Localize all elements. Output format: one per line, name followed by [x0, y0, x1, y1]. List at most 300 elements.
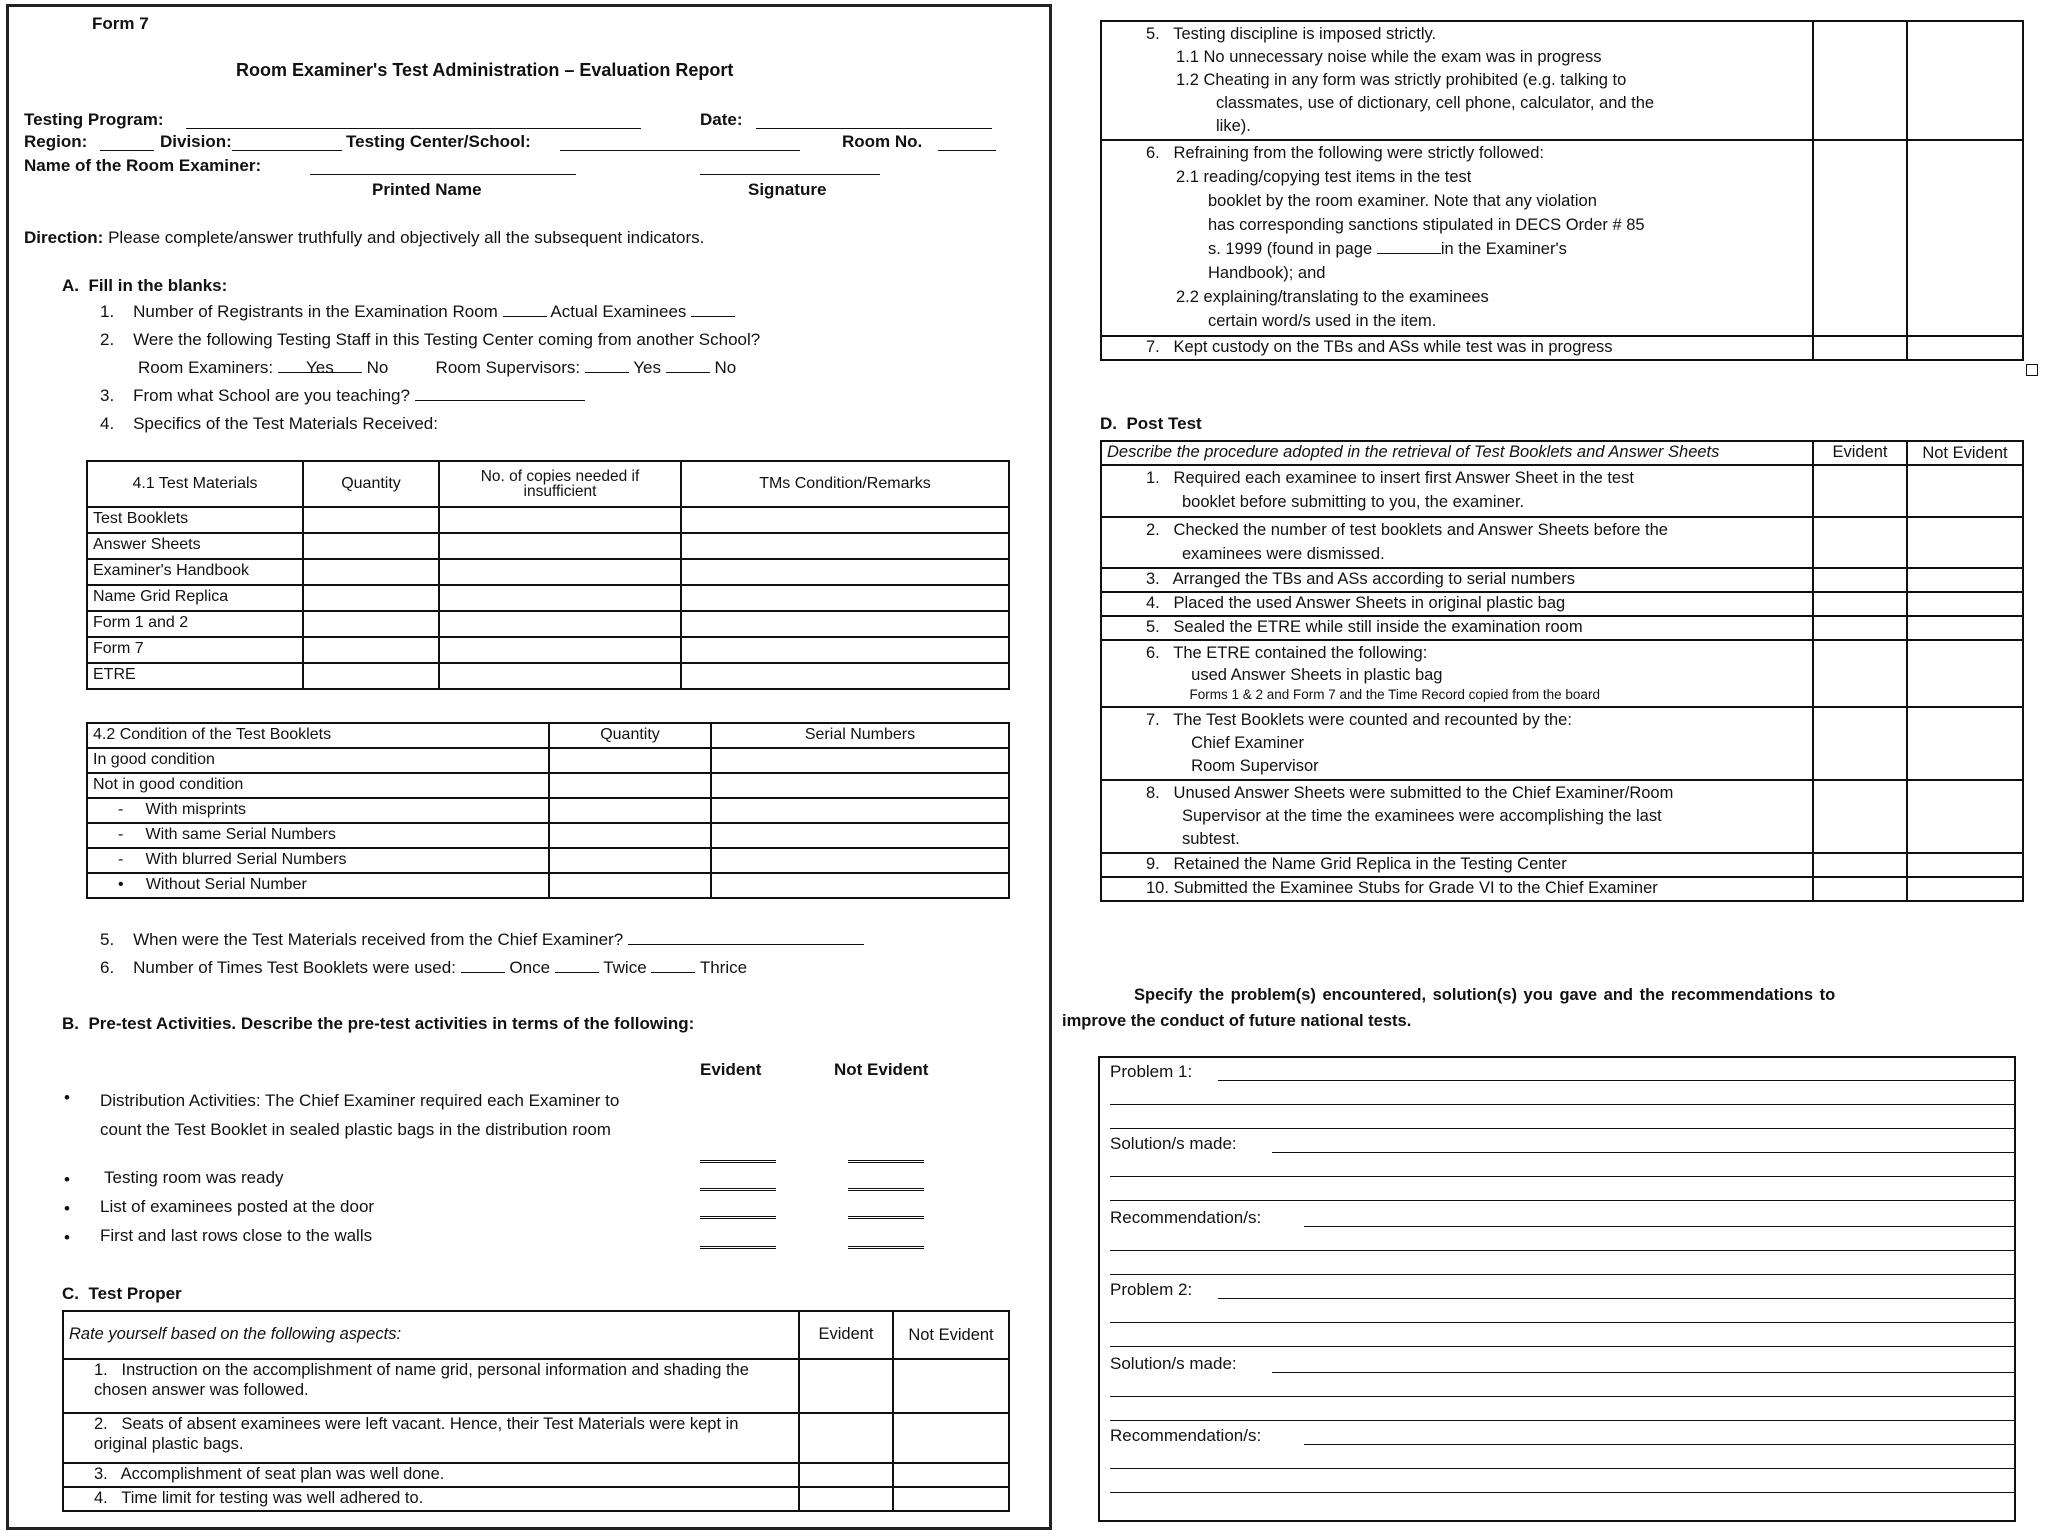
item-number: 8. — [1146, 783, 1160, 802]
section-c-heading: C. Test Proper — [62, 1284, 182, 1303]
post-test-item — [1101, 707, 1813, 780]
room-supervisors-label: Room Supervisors: — [435, 358, 581, 377]
item-number: 2. — [94, 1415, 108, 1433]
table-cell[interactable] — [681, 611, 1009, 637]
b-item-3-evident-field[interactable] — [700, 1204, 776, 1224]
table-cell[interactable] — [303, 507, 439, 533]
table-row — [87, 507, 1009, 533]
b-item-4-not-evident-field[interactable] — [848, 1234, 924, 1254]
post-test-table — [1100, 440, 2024, 902]
table-cell[interactable] — [439, 559, 681, 585]
item-number: 1. — [1146, 468, 1160, 487]
table-row — [87, 873, 1009, 898]
problems-box — [1098, 1056, 2016, 1522]
post-test-item — [1101, 465, 1813, 517]
item-text: Checked the number of test booklets and Answer Sheets before the — [1173, 520, 1668, 539]
table-cell[interactable] — [1813, 465, 1907, 517]
table-cell[interactable] — [1813, 140, 1907, 335]
problem-2-field[interactable] — [1218, 1298, 2014, 1299]
date-field[interactable] — [756, 128, 992, 129]
condition-col-condition: 4.2 Condition of the Test Booklets — [87, 723, 549, 748]
post-test-item — [1101, 877, 1813, 901]
table-cell[interactable] — [439, 637, 681, 663]
table-row — [1101, 616, 2023, 640]
table-row — [87, 798, 1009, 823]
test-proper-item — [63, 1463, 799, 1487]
table-row — [1101, 465, 2023, 517]
solution-2-line-3[interactable] — [1110, 1420, 2014, 1421]
table-cell[interactable] — [711, 798, 1009, 823]
b-item-4-evident-field[interactable] — [700, 1234, 776, 1254]
table-cell[interactable] — [1813, 853, 1907, 877]
materials-row-label: Test Booklets — [87, 507, 303, 533]
item-text: Testing discipline is imposed strictly. — [1173, 25, 1437, 43]
item-text: Retained the Name Grid Replica in the Testing Center — [1173, 855, 1567, 874]
a-q4-text: Specifics of the Test Materials Received: — [133, 414, 438, 433]
item-text: Placed the used Answer Sheets in original plastic bag — [1173, 594, 1566, 613]
a-q2-staff-row — [138, 358, 736, 378]
item-text: Forms 1 & 2 and Form 7 and the Time Record copied from the board — [1182, 687, 1600, 703]
table-cell[interactable] — [711, 748, 1009, 773]
table-row — [1101, 640, 2023, 707]
room-examiners-label: Room Examiners: — [138, 358, 274, 377]
solution-1-line-3[interactable] — [1110, 1200, 2014, 1201]
table-cell[interactable] — [1813, 336, 1907, 360]
a-q3-num: 3. — [100, 386, 115, 405]
item-text: Arranged the TBs and ASs according to serial numbers — [1172, 570, 1575, 589]
a-q5-text: When were the Test Materials received from the Chief Examiner? — [133, 930, 624, 949]
b-item-3: List of examinees posted at the door — [100, 1197, 375, 1216]
table-cell[interactable] — [1907, 21, 2023, 140]
table-row — [1101, 707, 2023, 780]
table-cell[interactable] — [549, 848, 711, 873]
item-text: Submitted the Examinee Stubs for Grade VI to the Chief Examiner — [1173, 878, 1658, 897]
room-examiners-yes: Yes — [305, 358, 334, 377]
recommendation-1-field[interactable] — [1304, 1226, 2014, 1227]
item-text: Room Supervisor — [1182, 756, 1319, 775]
table-cell[interactable] — [681, 663, 1009, 689]
post-test-header: Describe the procedure adopted in the retrieval of Test Booklets and Answer Sheets — [1101, 441, 1813, 465]
b-col-not-evident: Not Evident — [834, 1060, 929, 1079]
b-item-2-evident-field[interactable] — [700, 1176, 776, 1196]
condition-row-label: Not in good condition — [87, 773, 549, 798]
handbook-page-field[interactable] — [1377, 239, 1441, 254]
a-q3-field[interactable] — [415, 386, 585, 401]
table-cell[interactable] — [711, 848, 1009, 873]
table-cell[interactable] — [439, 663, 681, 689]
table-row — [87, 559, 1009, 585]
item-6-main — [1146, 142, 1807, 166]
item-5-main — [1146, 23, 1807, 46]
table-cell[interactable] — [711, 873, 1009, 898]
table-cell[interactable] — [681, 507, 1009, 533]
testing-program-field[interactable] — [186, 128, 641, 129]
b-item-3-bullet: • — [64, 1199, 70, 1218]
item-text: Chief Examiner — [1182, 733, 1304, 752]
table-cell[interactable] — [893, 1463, 1009, 1487]
test-proper-header-row — [63, 1311, 1009, 1359]
table-row — [63, 1487, 1009, 1511]
table-row — [1101, 592, 2023, 616]
a-q2 — [100, 330, 760, 350]
b-item-4-bullet: • — [64, 1228, 70, 1247]
testing-center-field[interactable] — [560, 150, 800, 151]
table-row — [1101, 21, 2023, 140]
table-cell[interactable] — [1813, 568, 1907, 592]
table-cell[interactable] — [1907, 517, 2023, 569]
item-number: 5. — [1146, 618, 1160, 637]
a-q1-text: Number of Registrants in the Examination Room — [133, 302, 498, 321]
table-row — [1101, 336, 2023, 360]
division-field[interactable] — [232, 150, 342, 151]
item-text: The Test Booklets were counted and recounted by the: — [1173, 710, 1572, 729]
item-number: 5. — [1146, 25, 1160, 43]
direction — [24, 228, 704, 248]
item-text: examinees were dismissed. — [1182, 544, 1385, 563]
room-supervisors-yes: Yes — [633, 358, 661, 377]
table-cell[interactable] — [439, 533, 681, 559]
item-number: 7. — [1146, 337, 1160, 356]
table-cell[interactable] — [549, 748, 711, 773]
room-examiner-label: Name of the Room Examiner: — [24, 156, 262, 175]
table-resize-handle[interactable] — [2026, 364, 2038, 376]
item-number: 3. — [94, 1465, 108, 1483]
a-q6-once: Once — [509, 958, 551, 977]
item-text: The ETRE contained the following: — [1173, 643, 1428, 662]
post-test-item — [1101, 640, 1813, 707]
materials-col-quantity: Quantity — [303, 461, 439, 507]
testing-program-label: Testing Program: — [24, 110, 164, 129]
table-cell[interactable] — [439, 507, 681, 533]
signature-field[interactable] — [700, 174, 880, 175]
condition-table — [86, 722, 1010, 899]
item-5-sub-2b: classmates, use of dictionary, cell phone, calculator, and the — [1216, 94, 1655, 113]
table-row — [87, 748, 1009, 773]
item-number: 4. — [94, 1488, 108, 1507]
recommendation-1-line-2[interactable] — [1110, 1250, 2014, 1251]
table-cell[interactable] — [799, 1359, 893, 1413]
item-text: Supervisor at the time the examinees were accomplishing the last — [1182, 807, 1662, 825]
printed-name-field[interactable] — [310, 174, 576, 175]
room-examiners-no: No — [366, 358, 389, 377]
division-label: Division: — [160, 132, 232, 151]
b-item-1: Distribution Activities: The Chief Examiner required each Examiner to count the Test Booklet in sealed plastic bags in the distribution room — [100, 1091, 620, 1139]
problems-intro-line-2: improve the conduct of future national tests. — [1062, 1012, 1412, 1030]
table-cell[interactable] — [1907, 616, 2023, 640]
recommendation-2-line-3[interactable] — [1110, 1492, 2014, 1493]
region-field[interactable] — [100, 150, 154, 151]
b-item-2-not-evident-field[interactable] — [848, 1176, 924, 1196]
post-test-col-not-evident: Not Evident — [1907, 441, 2023, 465]
problem-1-line-2[interactable] — [1110, 1104, 2014, 1105]
item-number: 10. — [1146, 878, 1169, 897]
table-cell[interactable] — [439, 611, 681, 637]
test-proper-col-evident: Evident — [799, 1311, 893, 1359]
problem-2-label: Problem 2: — [1110, 1280, 1193, 1299]
table-cell[interactable] — [303, 559, 439, 585]
table-row — [1101, 568, 2023, 592]
condition-row-label: - With misprints — [87, 798, 549, 823]
table-cell[interactable] — [1813, 877, 1907, 901]
item-6-line-2: booklet by the room examiner. Note that any violation — [1208, 192, 1597, 211]
table-cell[interactable] — [303, 663, 439, 689]
table-cell[interactable] — [1907, 592, 2023, 616]
b-item-3-not-evident-field[interactable] — [848, 1204, 924, 1224]
item-text: Unused Answer Sheets were submitted to the Chief Examiner/Room — [1173, 783, 1674, 802]
condition-header-row — [87, 723, 1009, 748]
problem-2-line-3[interactable] — [1110, 1346, 2014, 1347]
table-cell[interactable] — [1907, 640, 2023, 707]
table-cell[interactable] — [1907, 877, 2023, 901]
a-q2-num: 2. — [100, 330, 115, 349]
item-5-sub-1: 1.1 No unnecessary noise while the exam was in progress — [1176, 48, 1602, 67]
table-row — [87, 663, 1009, 689]
materials-row-label: Form 7 — [87, 637, 303, 663]
materials-col-materials: 4.1 Test Materials — [87, 461, 303, 507]
table-row — [87, 823, 1009, 848]
solution-1-label: Solution/s made: — [1110, 1134, 1237, 1153]
direction-text: Please complete/answer truthfully and objectively all the subsequent indicators. — [108, 228, 705, 247]
date-label: Date: — [700, 110, 743, 129]
table-cell[interactable] — [681, 533, 1009, 559]
condition-col-serial: Serial Numbers — [711, 723, 1009, 748]
recommendation-2-label: Recommendation/s: — [1110, 1426, 1262, 1445]
table-cell[interactable] — [893, 1413, 1009, 1463]
table-cell[interactable] — [893, 1359, 1009, 1413]
table-cell[interactable] — [681, 559, 1009, 585]
problem-1-line-3[interactable] — [1110, 1128, 2014, 1129]
table-row — [63, 1359, 1009, 1413]
item-text: Time limit for testing was well adhered to. — [121, 1488, 424, 1507]
testing-center-label: Testing Center/School: — [346, 132, 531, 151]
a-q6-twice: Twice — [603, 958, 647, 977]
table-row — [87, 611, 1009, 637]
table-row — [1101, 853, 2023, 877]
problem-2-line-2[interactable] — [1110, 1322, 2014, 1323]
item-text: Sealed the ETRE while still inside the examination room — [1173, 618, 1583, 637]
a-q6-thrice: Thrice — [699, 958, 748, 977]
a-q3-text: From what School are you teaching? — [133, 386, 410, 405]
materials-row-label: ETRE — [87, 663, 303, 689]
a-q1-actual-label: Actual Examinees — [550, 302, 687, 321]
item-5-sub-2a: 1.2 Cheating in any form was strictly prohibited (e.g. talking to — [1176, 71, 1627, 90]
form-label: Form 7 — [92, 14, 149, 33]
a-q5 — [100, 930, 864, 950]
a-q4-num: 4. — [100, 414, 115, 433]
item-6-line-5: Handbook); and — [1208, 264, 1326, 283]
test-proper-header: Rate yourself based on the following aspects: — [63, 1311, 799, 1359]
item-text: Refraining from the following were strictly followed: — [1173, 144, 1545, 163]
table-cell[interactable] — [1813, 780, 1907, 853]
b-item-1-not-evident-field[interactable] — [848, 1148, 924, 1168]
table-cell[interactable] — [1907, 780, 2023, 853]
materials-col-remarks: TMs Condition/Remarks — [681, 461, 1009, 507]
item-number: 9. — [1146, 855, 1160, 874]
recommendation-2-line-2[interactable] — [1110, 1468, 2014, 1469]
test-proper-item-5 — [1101, 21, 1813, 140]
solution-2-label: Solution/s made: — [1110, 1354, 1237, 1373]
table-cell[interactable] — [1907, 140, 2023, 335]
item-6-line-6: 2.2 explaining/translating to the examinees — [1176, 288, 1489, 306]
test-proper-item-6 — [1101, 140, 1813, 335]
item-6-line-7: certain word/s used in the item. — [1208, 311, 1437, 330]
a-q6 — [100, 958, 747, 978]
a-q6-num: 6. — [100, 958, 115, 977]
section-a-heading: A. Fill in the blanks: — [62, 276, 228, 295]
table-row — [1101, 780, 2023, 853]
condition-row-label: • Without Serial Number — [87, 873, 549, 898]
item-5-sub-2c: like). — [1216, 117, 1251, 136]
b-item-2-bullet: • — [64, 1170, 70, 1189]
table-cell[interactable] — [549, 773, 711, 798]
table-cell[interactable] — [711, 823, 1009, 848]
table-cell[interactable] — [549, 823, 711, 848]
condition-row-label: - With blurred Serial Numbers — [87, 848, 549, 873]
a-q5-num: 5. — [100, 930, 115, 949]
a-q6-thrice-field[interactable] — [651, 958, 695, 973]
solution-1-line-2[interactable] — [1110, 1176, 2014, 1177]
table-row — [63, 1413, 1009, 1463]
table-cell[interactable] — [303, 585, 439, 611]
printed-name-caption: Printed Name — [372, 180, 482, 199]
table-cell[interactable] — [303, 611, 439, 637]
table-cell[interactable] — [1907, 568, 2023, 592]
a-q1-registrants-field[interactable] — [503, 302, 547, 317]
post-test-item — [1101, 517, 1813, 569]
item-number: 2. — [1146, 520, 1160, 539]
table-row — [63, 1463, 1009, 1487]
table-cell[interactable] — [1907, 707, 2023, 780]
post-test-item — [1101, 853, 1813, 877]
materials-header-row — [87, 461, 1009, 507]
recommendation-2-field[interactable] — [1304, 1444, 2014, 1445]
table-cell[interactable] — [1813, 707, 1907, 780]
item-6-line-4 — [1146, 238, 1807, 262]
item-number: 4. — [1146, 594, 1160, 613]
test-proper-table — [62, 1310, 1010, 1512]
materials-row-label: Name Grid Replica — [87, 585, 303, 611]
table-cell[interactable] — [1907, 336, 2023, 360]
condition-row-label: - With same Serial Numbers — [87, 823, 549, 848]
a-q1 — [100, 302, 735, 322]
post-test-col-evident: Evident — [1813, 441, 1907, 465]
a-q6-twice-field[interactable] — [555, 958, 599, 973]
a-q6-text: Number of Times Test Booklets were used: — [133, 958, 456, 977]
item-text: booklet before submitting to you, the examiner. — [1182, 492, 1525, 511]
a-q2-text: Were the following Testing Staff in this Testing Center coming from another School? — [133, 330, 761, 349]
test-proper-item — [63, 1413, 799, 1463]
item-number: 7. — [1146, 710, 1160, 729]
table-cell[interactable] — [711, 773, 1009, 798]
table-row — [87, 533, 1009, 559]
table-cell[interactable] — [1907, 465, 2023, 517]
table-cell[interactable] — [549, 873, 711, 898]
problems-intro-line-1: Specify the problem(s) encountered, solution(s) you gave and the recommendations to — [1134, 986, 1836, 1004]
table-cell[interactable] — [681, 637, 1009, 663]
test-proper-continued-table — [1100, 20, 2024, 361]
b-item-2: Testing room was ready — [104, 1168, 284, 1187]
direction-label: Direction: — [24, 228, 104, 247]
materials-row-label: Answer Sheets — [87, 533, 303, 559]
room-no-label: Room No. — [842, 132, 923, 151]
b-item-1-evident-field[interactable] — [700, 1148, 776, 1168]
test-proper-item — [63, 1487, 799, 1511]
item-text: used Answer Sheets in plastic bag — [1182, 666, 1443, 685]
post-test-item — [1101, 592, 1813, 616]
room-examiners-yes-field[interactable] — [278, 358, 362, 377]
table-cell[interactable] — [1813, 640, 1907, 707]
table-row — [1101, 877, 2023, 901]
table-cell[interactable] — [1813, 616, 1907, 640]
problem-1-label: Problem 1: — [1110, 1062, 1193, 1081]
item-text: Required each examinee to insert first Answer Sheet in the test — [1173, 468, 1634, 487]
room-supervisors-yes-field[interactable] — [585, 358, 629, 373]
section-b-heading: B. Pre-test Activities. Describe the pre-test activities in terms of the following: — [62, 1014, 695, 1033]
a-q1-num: 1. — [100, 302, 115, 321]
table-cell[interactable] — [303, 637, 439, 663]
recommendation-1-line-3[interactable] — [1110, 1274, 2014, 1275]
a-q5-field[interactable] — [628, 930, 864, 945]
test-proper-item-7 — [1101, 336, 1813, 360]
room-supervisors-no: No — [714, 358, 737, 377]
table-row — [87, 585, 1009, 611]
room-supervisors-no-field[interactable] — [666, 358, 710, 373]
table-cell[interactable] — [1907, 853, 2023, 877]
solution-1-field[interactable] — [1272, 1152, 2014, 1153]
table-cell[interactable] — [799, 1487, 893, 1511]
materials-col-copies: No. of copies needed if insufficient — [439, 461, 681, 507]
signature-caption: Signature — [748, 180, 827, 199]
a-q1-actual-field[interactable] — [691, 302, 735, 317]
condition-row-label: In good condition — [87, 748, 549, 773]
item-6-line-1: 2.1 reading/copying test items in the test — [1176, 168, 1472, 187]
item-text: subtest. — [1182, 830, 1240, 849]
item-text: Seats of absent examinees were left vacant. Hence, their Test Materials were kept in original plastic bags. — [94, 1415, 739, 1453]
materials-row-label: Examiner's Handbook — [87, 559, 303, 585]
a-q3 — [100, 386, 585, 406]
table-cell[interactable] — [549, 798, 711, 823]
table-cell[interactable] — [439, 585, 681, 611]
table-cell[interactable] — [893, 1487, 1009, 1511]
table-cell[interactable] — [1813, 517, 1907, 569]
form-title: Room Examiner's Test Administration – Evaluation Report — [236, 60, 734, 80]
materials-row-label: Form 1 and 2 — [87, 611, 303, 637]
b-col-evident: Evident — [700, 1060, 762, 1079]
item-6-line-3: has corresponding sanctions stipulated in DECS Order # 85 — [1208, 216, 1645, 235]
solution-2-field[interactable] — [1272, 1372, 2014, 1373]
table-row — [87, 773, 1009, 798]
a-q4 — [100, 414, 438, 434]
table-cell[interactable] — [799, 1413, 893, 1463]
b-item-1-bullet: • — [64, 1088, 70, 1107]
table-cell[interactable] — [1813, 592, 1907, 616]
table-cell[interactable] — [303, 533, 439, 559]
table-cell[interactable] — [681, 585, 1009, 611]
problem-1-field[interactable] — [1218, 1080, 2014, 1081]
solution-2-line-2[interactable] — [1110, 1396, 2014, 1397]
item-number: 3. — [1146, 570, 1160, 589]
a-q6-once-field[interactable] — [461, 958, 505, 973]
room-no-field[interactable] — [938, 150, 996, 151]
table-row — [1101, 140, 2023, 335]
table-cell[interactable] — [799, 1463, 893, 1487]
item-number: 1. — [94, 1361, 108, 1379]
table-row — [87, 848, 1009, 873]
post-test-header-row — [1101, 441, 2023, 465]
item-6-line-4b: in the Examiner's — [1440, 240, 1567, 259]
table-cell[interactable] — [1813, 21, 1907, 140]
post-test-item — [1101, 780, 1813, 853]
